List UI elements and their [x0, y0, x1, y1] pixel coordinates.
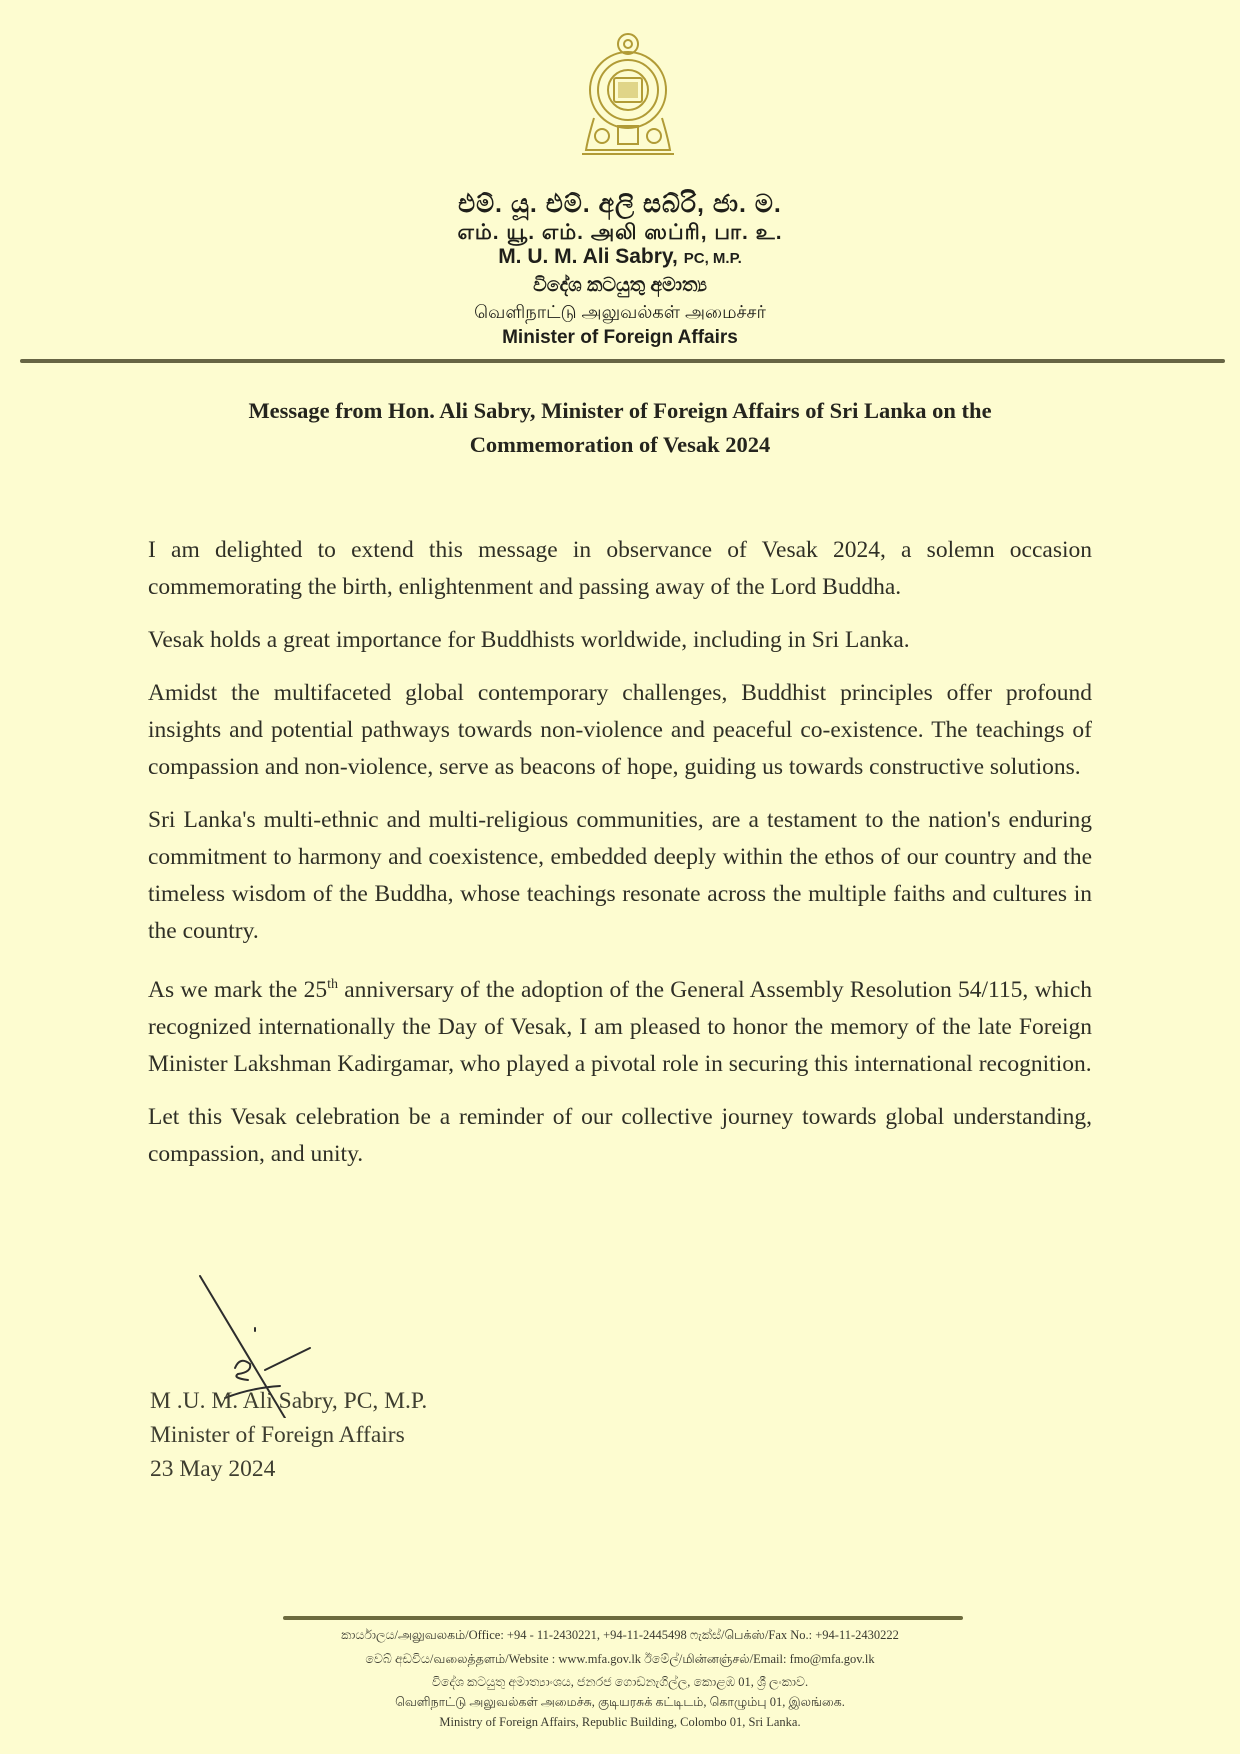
footer-address-tamil: வெளிநாட்டு அலுவல்கள் அமைச்சு, குடியரசுக் கட்டிடம், கொழும்பு 01, இலங்கை.	[395, 1695, 845, 1709]
sign-off	[150, 1384, 427, 1486]
footer-address-english: Ministry of Foreign Affairs, Republic Building, Colombo 01, Sri Lanka.	[439, 1715, 801, 1729]
minister-title-sinhala: විදේශ කටයුතු අමාත්‍ය	[533, 275, 707, 296]
minister-title-english: Minister of Foreign Affairs	[502, 327, 738, 348]
minister-name-english	[0, 245, 1240, 269]
paragraph-3: Amidst the multifaceted global contemporary challenges, Buddhist principles offer profound insights and potential pathways towards non-violence and peaceful co-existence. The teachings of compassion and non-violence, serve as beacons of hope, guiding us towards constructive solutions.	[148, 680, 1092, 780]
document-title-line1: Message from Hon. Ali Sabry, Minister of Foreign Affairs of Sri Lanka on the	[248, 398, 992, 423]
national-emblem-icon	[578, 28, 678, 160]
message-body	[148, 532, 1092, 1189]
letter-date: 23 May 2024	[150, 1456, 276, 1482]
letterhead-divider	[20, 359, 1225, 363]
minister-name: M. U. M. Ali Sabry,	[498, 245, 678, 268]
footer-phone-fax: කාර්යාලය/அலுவலகம்/Office: +94 - 11-2430221, +94-11-2445498 ෆැක්ස්/பெக்ஸ்/Fax No.: +94-11-2430222	[341, 1628, 899, 1642]
paragraph-2: Vesak holds a great importance for Buddhists worldwide, including in Sri Lanka.	[148, 627, 910, 653]
paragraph-6: Let this Vesak celebration be a reminder of our collective journey towards global understanding, compassion, and unity.	[148, 1103, 1092, 1167]
minister-name-sinhala: එම්. යූ. එම්. අලි සබ්රි, ජා. ම.	[458, 190, 782, 218]
paragraph-1: I am delighted to extend this message in observance of Vesak 2024, a solemn occasion commemorating the birth, enlightenment and passing away of the Lord Buddha.	[148, 537, 1092, 600]
paragraph-5-start: As we mark the 25	[148, 976, 328, 1003]
paragraph-5	[148, 966, 1092, 1083]
document-title-line2: Commemoration of Vesak 2024	[469, 432, 771, 457]
footer-divider	[283, 1616, 963, 1620]
minister-suffix: PC, M.P.	[683, 250, 742, 267]
paragraph-5-rest: anniversary of the adoption of the General Assembly Resolution 54/115, which recognized internationally the Day of Vesak, I am pleased to honor the memory of the late Foreign Minister Lakshman Kadirgamar, who played a pivotal role in securing this international recognition.	[148, 976, 1092, 1077]
signatory-title: Minister of Foreign Affairs	[150, 1422, 405, 1448]
minister-title-tamil: வெளிநாட்டு அலுவல்கள் அமைச்சர்	[474, 302, 766, 322]
ordinal-suffix: th	[327, 977, 338, 992]
minister-name-tamil: எம். யூ. எம். அலி ஸப்ரி, பா. உ.	[457, 221, 783, 244]
paragraph-4: Sri Lanka's multi-ethnic and multi-religious communities, are a testament to the nation's enduring commitment to harmony and coexistence, embedded deeply within the ethos of our country and the timeless wisdom of the Buddha, whose teachings resonate across the multiple faiths and cultures in the country.	[148, 807, 1092, 944]
footer-address-sinhala: විදේශ කටයුතු අමාත්‍යාංශය, ජනරජ ගොඩනැගිල්ල, කොළඹ 01, ශ්‍රී ලංකාව.	[431, 1675, 809, 1689]
footer-web-email: වෙබ් අඩවිය/வலைத்தளம்/Website : www.mfa.gov.lk ඊමේල්/மின்னஞ்சல்/Email: fmo@mfa.gov.lk	[365, 1652, 875, 1666]
signatory-name: M .U. M. Ali Sabry, PC, M.P.	[150, 1388, 428, 1414]
